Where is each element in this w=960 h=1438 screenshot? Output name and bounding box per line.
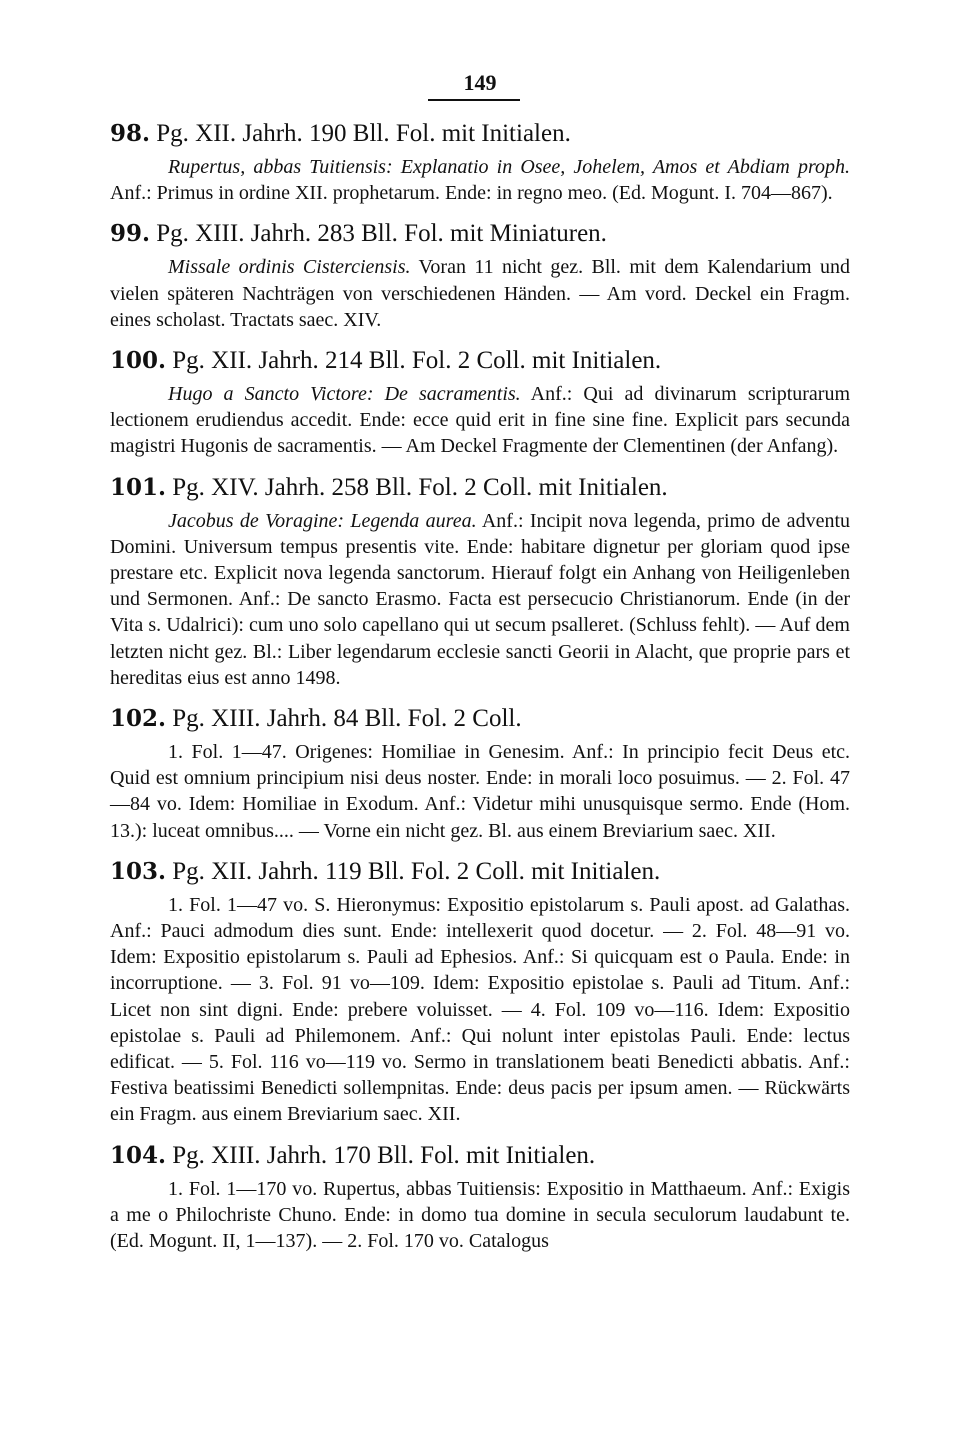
entry-heading	[110, 216, 850, 252]
entry-103	[110, 854, 850, 1128]
entry-number: 98.	[110, 120, 151, 147]
entry-101	[110, 470, 850, 691]
entry-body	[110, 739, 850, 844]
entry-heading-text: Pg. XII. Jahrh. 119 Bll. Fol. 2 Coll. mit Initialen.	[172, 857, 661, 885]
entry-number: 104.	[110, 1141, 167, 1169]
entry-body	[110, 892, 850, 1128]
entry-title: Missale ordinis Cisterciensis.	[168, 256, 411, 279]
entry-heading	[110, 470, 850, 506]
entry-body	[110, 508, 850, 691]
entry-number: 103.	[110, 857, 167, 885]
entry-text: 1. Fol. 1—47 vo. S. Hieronymus: Expositio epistolarum s. Pauli apost. ad Galathas. Anf.: Pauci admodum dies sunt. Ende: intellexerit quod docetur. — 2. Fol. 48—91 vo. Idem: Expositio epistolarum s. Pauli ad Ephesios. Anf.: Si quicquam est o Paula. Ende: in incorruptione. — 3. Fol. 91 vo—109. Idem: Expositio epistolae s. Pauli ad Titum. Anf.: Licet non sint digni. Ende: prebere voluisset. — 4. Fol. 109 vo—116. Idem: Expositio epistolae s. Pauli ad Philemonem. Anf.: Qui nolunt inter epistolas Pauli. Ende: lectus edificat. — 5. Fol. 116 vo—119 vo. Sermo in translationem beati Benedicti abbatis. Anf.: Festiva beatissimi Benedicti sollempnitas. Ende: deus pacis per ipsum amen. — Rückwärts ein Fragm. aus einem Breviarium saec. XII.	[110, 893, 850, 1126]
entry-number: 100.	[110, 347, 167, 375]
entry-heading-text: Pg. XIII. Jahrh. 170 Bll. Fol. mit Initialen.	[172, 1141, 596, 1169]
entry-heading	[110, 701, 850, 737]
entry-body	[110, 381, 850, 460]
entry-text: Anf.: Incipit nova legenda, primo de adventu Domini. Universum tempus presentis vite. Ende: habitare dignetur per gloriam quod ipse prestare etc. Explicit nova legenda sanctorum. Hierauf folgt ein Anhang von Heiligenleben und Sermonen. Anf.: De sancto Erasmo. Facta est persecucio Christianorum. Ende (in der Vita s. Udalrici): cum uno solo capellano qui ut secum psalleret. (Schluss fehlt). — Auf dem letzten nicht gez. Bl.: Liber legendarum ecclesie sancti Georii in Alacht, que proprie pars et hereditas eius est anno 1498.	[110, 509, 850, 689]
entry-text: Anf.: Primus in ordine XII. prophetarum. Ende: in regno meo. (Ed. Mogunt. I. 704—867).	[110, 182, 833, 205]
page-number-rule	[428, 99, 520, 101]
entry-heading	[110, 116, 850, 152]
entry-98	[110, 116, 850, 206]
entry-text: Anf.: Qui ad divinarum scripturarum lectionem erudiendus accedit. Ende: ecce quid erit in fine sine fine. Explicit pars secunda magistri Hugonis de sacramentis. — Am Deckel Fragmente der Clementinen (der Anfang).	[110, 383, 851, 458]
entry-text: Voran 11 nicht gez. Bll. mit dem Kalendarium und vielen späteren Nachträgen von verschiedenen Händen. — Am vord. Deckel ein Fragm. eines scholast. Tractats saec. XIV.	[110, 256, 850, 331]
page-number: 149	[463, 70, 497, 95]
entry-104	[110, 1138, 850, 1255]
entry-99	[110, 216, 850, 333]
entry-heading-text: Pg. XII. Jahrh. 214 Bll. Fol. 2 Coll. mit Initialen.	[172, 347, 662, 375]
catalog-entries	[110, 116, 850, 1264]
entry-heading	[110, 854, 850, 890]
entry-body	[110, 154, 850, 206]
entry-number: 101.	[110, 473, 167, 501]
entry-heading-text: Pg. XII. Jahrh. 190 Bll. Fol. mit Initialen.	[156, 120, 571, 147]
entry-title: Jacobus de Voragine: Legenda aurea.	[168, 509, 477, 532]
entry-heading	[110, 343, 850, 379]
entry-text: 1. Fol. 1—170 vo. Rupertus, abbas Tuitiensis: Expositio in Matthaeum. Anf.: Exigis a me o Philochriste Chuno. Ende: in domo tua domine in secula seculorum laudabunt te. (Ed. Mogunt. II, 1—137). — 2. Fol. 170 vo. Catalogus	[110, 1177, 850, 1253]
entry-text: 1. Fol. 1—47. Origenes: Homiliae in Genesim. Anf.: In principio fecit Deus etc. Quid est omnium principium nisi deus noster. Ende: in morali loco posuimus. — 2. Fol. 47—84 vo. Idem: Homiliae in Exodum. Anf.: Videtur mihi unusquisque sermo. Ende (Hom. 13.): luceat omnibus.... — Vorne ein nicht gez. Bl. aus einem Breviarium saec. XII.	[110, 741, 850, 842]
entry-heading-text: Pg. XIII. Jahrh. 283 Bll. Fol. mit Miniaturen.	[156, 220, 607, 248]
entry-number: 99.	[110, 220, 151, 248]
entry-title: Rupertus, abbas Tuitiensis: Explanatio in Osee, Johelem, Amos et Abdiam proph.	[168, 156, 850, 178]
entry-heading-text: Pg. XIV. Jahrh. 258 Bll. Fol. 2 Coll. mit Initialen.	[172, 473, 668, 501]
entry-102	[110, 701, 850, 844]
entry-title: Hugo a Sancto Victore: De sacramentis.	[168, 383, 521, 406]
entry-100	[110, 343, 850, 460]
entry-body	[110, 254, 850, 333]
entry-heading	[110, 1138, 850, 1174]
entry-number: 102.	[110, 705, 167, 733]
entry-body	[110, 1176, 850, 1255]
entry-heading-text: Pg. XIII. Jahrh. 84 Bll. Fol. 2 Coll.	[172, 705, 522, 733]
